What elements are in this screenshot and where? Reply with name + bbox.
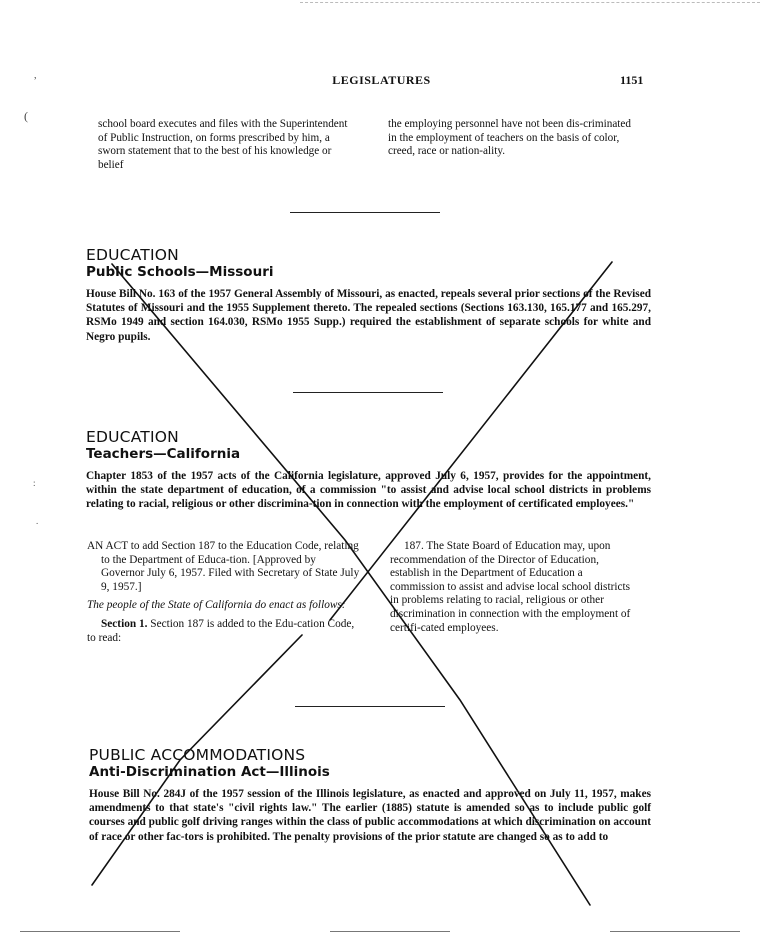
scan-bottom-edge [330,931,450,932]
scan-bottom-edge [20,931,180,932]
section-heading: EDUCATION [86,428,179,446]
running-header: LEGISLATURES [332,73,431,87]
cross-stroke-lower-left [92,635,302,885]
section-text: Section 187 is added to the Edu-cation Code, to read: [87,617,355,644]
section-subheading: Anti-Discrimination Act—Illinois [89,764,330,780]
section-summary: House Bill No. 163 of the 1957 General Assembly of Missouri, as enacted, repeals several prior sections of the Revised Statutes of Missouri and the 1955 Supplement thereto. The repealed sections (Sections 163.130, 165.177 and 165.297, RSMo 1949 and section 164.030, RSMo 1955 Supp.) required the establishment of separate schools for white and Negro pupils. [86,288,651,343]
scan-bottom-edge [610,931,740,932]
margin-speck: . [36,516,39,526]
intro-right-text: the employing personnel have not been dis-criminated in the employment of teachers on the basis of color, creed, race or nation-ality. [388,118,631,158]
page-number: 1151 [620,73,644,87]
section-187-text: 187. The State Board of Education may, upon recommendation of the Director of Education, establish in the Department of Education a commission to assist and advise local school districts in problems relating to racial, religious or other discrimination in connection with the employment of certifi-cated employees. [390,540,631,634]
section-subheading: Teachers—California [86,446,241,462]
section-subheading: Public Schools—Missouri [86,264,274,280]
margin-speck: : [33,478,36,488]
enacting-clause: The people of the State of California do enact as follows: [87,599,346,612]
section-heading: PUBLIC ACCOMMODATIONS [89,746,306,764]
section-summary: House Bill No. 284J of the 1957 session of the Illinois legislature, as enacted and approved on July 11, 1957, makes amendments to that state's "civil rights law." The earlier (1885) statute is amended so as to include public golf courses and public golf driving ranges within the class of public accommodations at which discrimination on account of race or other fac-tors is prohibited. The penalty provisions of the prior statute are changed so as to add to [89,788,651,843]
cross-stroke-lower-right [112,264,590,905]
margin-speck: ( [24,109,28,123]
section-label: Section 1. [101,617,148,630]
section-summary: Chapter 1853 of the 1957 acts of the California legislature, approved July 6, 1957, provides for the appointment, within the state department of education, of a commission "to assist and advise local school districts in problems relating to racial, religious or other discrimina-tion in connection with the employment of certificated employees." [86,470,651,511]
cross-stroke-upper-right [330,262,612,620]
margin-speck: , [34,70,37,81]
act-title: AN ACT to add Section 187 to the Education Code, relating to the Department of Educa-tion. [Approved by Governor July 6, 1957. Filed with Secretary of State July 9, 1957.] [87,540,360,593]
intro-left-text: school board executes and files with the Superintendent of Public Instruction, on forms prescribed by him, a sworn statement that to the best of his knowledge or belief [98,118,348,171]
section-heading: EDUCATION [86,246,179,264]
